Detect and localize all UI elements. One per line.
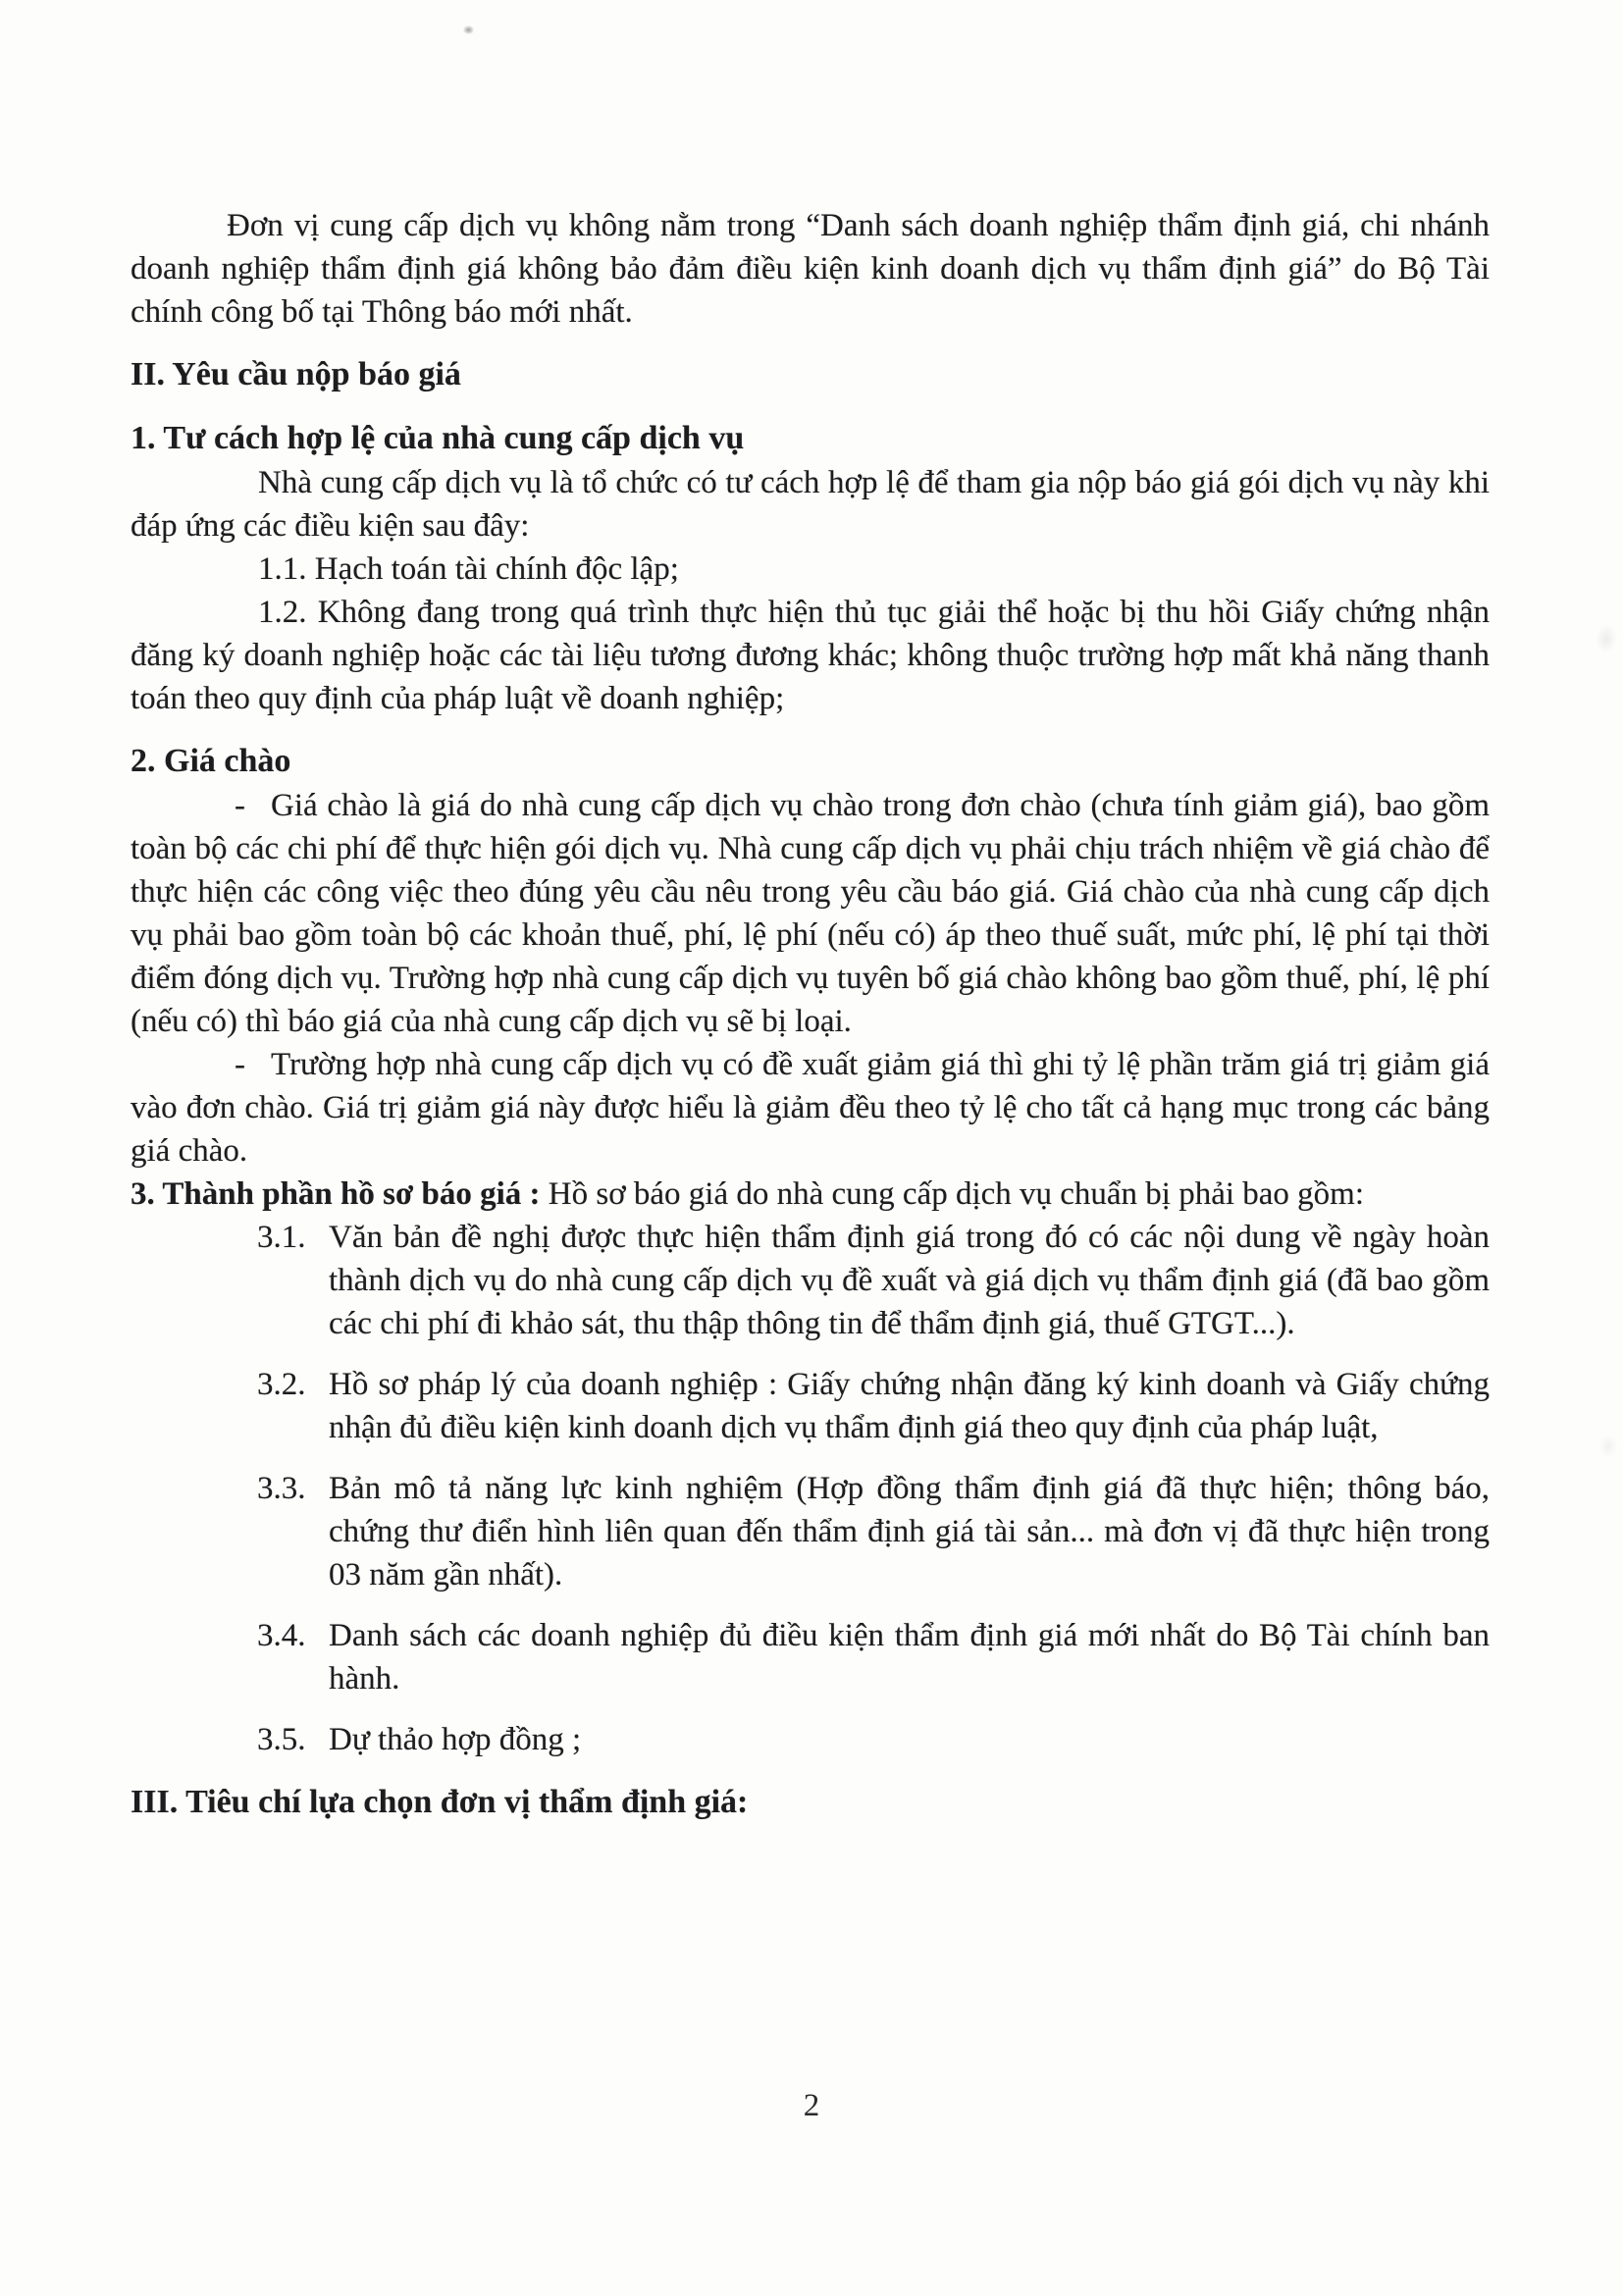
dash-marker: - bbox=[235, 1047, 245, 1082]
list-item-text: Hồ sơ pháp lý của doanh nghiệp : Giấy chứng nhận đăng ký kinh doanh và Giấy chứng nhận đủ điều kiện kinh doanh dịch vụ thẩm định giá theo quy định của pháp luật, bbox=[329, 1367, 1490, 1445]
list-item-text: Dự thảo hợp đồng ; bbox=[329, 1722, 582, 1757]
intro-paragraph: Đơn vị cung cấp dịch vụ không nằm trong “Danh sách doanh nghiệp thẩm định giá, chi nhánh doanh nghiệp thẩm định giá không bảo đảm điều kiện kinh doanh dịch vụ thẩm định giá” do Bộ Tài chính công bố tại Thông báo mới nhất. bbox=[131, 208, 1490, 330]
list-item-number: 3.1. bbox=[257, 1220, 306, 1255]
list-item-number: 3.5. bbox=[257, 1722, 306, 1757]
list-item-text: Bản mô tả năng lực kinh nghiệm (Hợp đồng thẩm định giá đã thực hiện; thông báo, chứng thư điển hình liên quan đến thẩm định giá tài sản... mà đơn vị đã thực hiện trong 03 năm gần nhất). bbox=[329, 1471, 1490, 1592]
scan-artifact-smudge bbox=[1596, 624, 1617, 653]
list-item-number: 3.3. bbox=[257, 1471, 306, 1506]
scan-artifact-smudge bbox=[1599, 1435, 1617, 1458]
scan-artifact-dot bbox=[463, 26, 474, 34]
list-item-number: 3.2. bbox=[257, 1367, 306, 1402]
dash-marker: - bbox=[235, 788, 245, 823]
section-ii-heading: II. Yêu cầu nộp báo giá bbox=[131, 356, 461, 392]
section-iii-heading: III. Tiêu chí lựa chọn đơn vị thẩm định giá: bbox=[131, 1784, 749, 1820]
offer-price-paragraph-1 bbox=[131, 784, 1490, 1043]
item-1-1: 1.1. Hạch toán tài chính độc lập; bbox=[258, 551, 679, 587]
list-item-3-3 bbox=[131, 1467, 1490, 1596]
subsection-3-heading-rest: Hồ sơ báo giá do nhà cung cấp dịch vụ chuẩn bị phải bao gồm: bbox=[540, 1176, 1365, 1212]
page-number: 2 bbox=[803, 2088, 820, 2123]
list-item-3-5 bbox=[131, 1718, 1490, 1761]
supplier-eligibility-intro: Nhà cung cấp dịch vụ là tổ chức có tư cách hợp lệ để tham gia nộp báo giá gói dịch vụ này khi đáp ứng các điều kiện sau đây: bbox=[131, 465, 1490, 544]
list-item-3-4 bbox=[131, 1614, 1490, 1700]
list-item-3-1 bbox=[131, 1216, 1490, 1345]
list-item-number: 3.4. bbox=[257, 1618, 306, 1653]
subsection-2-heading: 2. Giá chào bbox=[131, 743, 291, 779]
document-content bbox=[131, 204, 1490, 1825]
offer-price-text-1: Giá chào là giá do nhà cung cấp dịch vụ chào trong đơn chào (chưa tính giảm giá), bao gồm toàn bộ các chi phí để thực hiện gói dịch vụ. Nhà cung cấp dịch vụ phải chịu trách nhiệm về giá chào để thực hiện các công việc theo đúng yêu cầu nêu trong yêu cầu báo giá. Giá chào của nhà cung cấp dịch vụ phải bao gồm toàn bộ các khoản thuế, phí, lệ phí (nếu có) áp theo thuế suất, mức phí, lệ phí tại thời điểm đóng dịch vụ. Trường hợp nhà cung cấp dịch vụ tuyên bố giá chào không bao gồm thuế, phí, lệ phí (nếu có) thì báo giá của nhà cung cấp dịch vụ sẽ bị loại. bbox=[131, 788, 1490, 1039]
offer-price-paragraph-2 bbox=[131, 1043, 1490, 1173]
offer-price-text-2: Trường hợp nhà cung cấp dịch vụ có đề xuất giảm giá thì ghi tỷ lệ phần trăm giá trị giảm giá vào đơn chào. Giá trị giảm giá này được hiểu là giảm đều theo tỷ lệ cho tất cả hạng mục trong các bảng giá chào. bbox=[131, 1047, 1490, 1169]
item-1-2: 1.2. Không đang trong quá trình thực hiện thủ tục giải thể hoặc bị thu hồi Giấy chứng nhận đăng ký doanh nghiệp hoặc các tài liệu tương đương khác; không thuộc trường hợp mất khả năng thanh toán theo quy định của pháp luật về doanh nghiệp; bbox=[131, 595, 1490, 716]
list-item-text: Danh sách các doanh nghiệp đủ điều kiện thẩm định giá mới nhất do Bộ Tài chính ban hành. bbox=[329, 1618, 1490, 1696]
list-item-text: Văn bản đề nghị được thực hiện thẩm định giá trong đó có các nội dung về ngày hoàn thành dịch vụ do nhà cung cấp dịch vụ đề xuất và giá dịch vụ thẩm định giá (đã bao gồm các chi phí đi khảo sát, thu thập thông tin để thẩm định giá, thuế GTGT...). bbox=[329, 1220, 1490, 1341]
subsection-3-heading-bold: 3. Thành phần hồ sơ báo giá : bbox=[131, 1176, 541, 1212]
subsection-1-heading: 1. Tư cách hợp lệ của nhà cung cấp dịch vụ bbox=[131, 420, 745, 456]
subsection-3-heading bbox=[131, 1173, 1490, 1216]
list-item-3-2 bbox=[131, 1363, 1490, 1449]
